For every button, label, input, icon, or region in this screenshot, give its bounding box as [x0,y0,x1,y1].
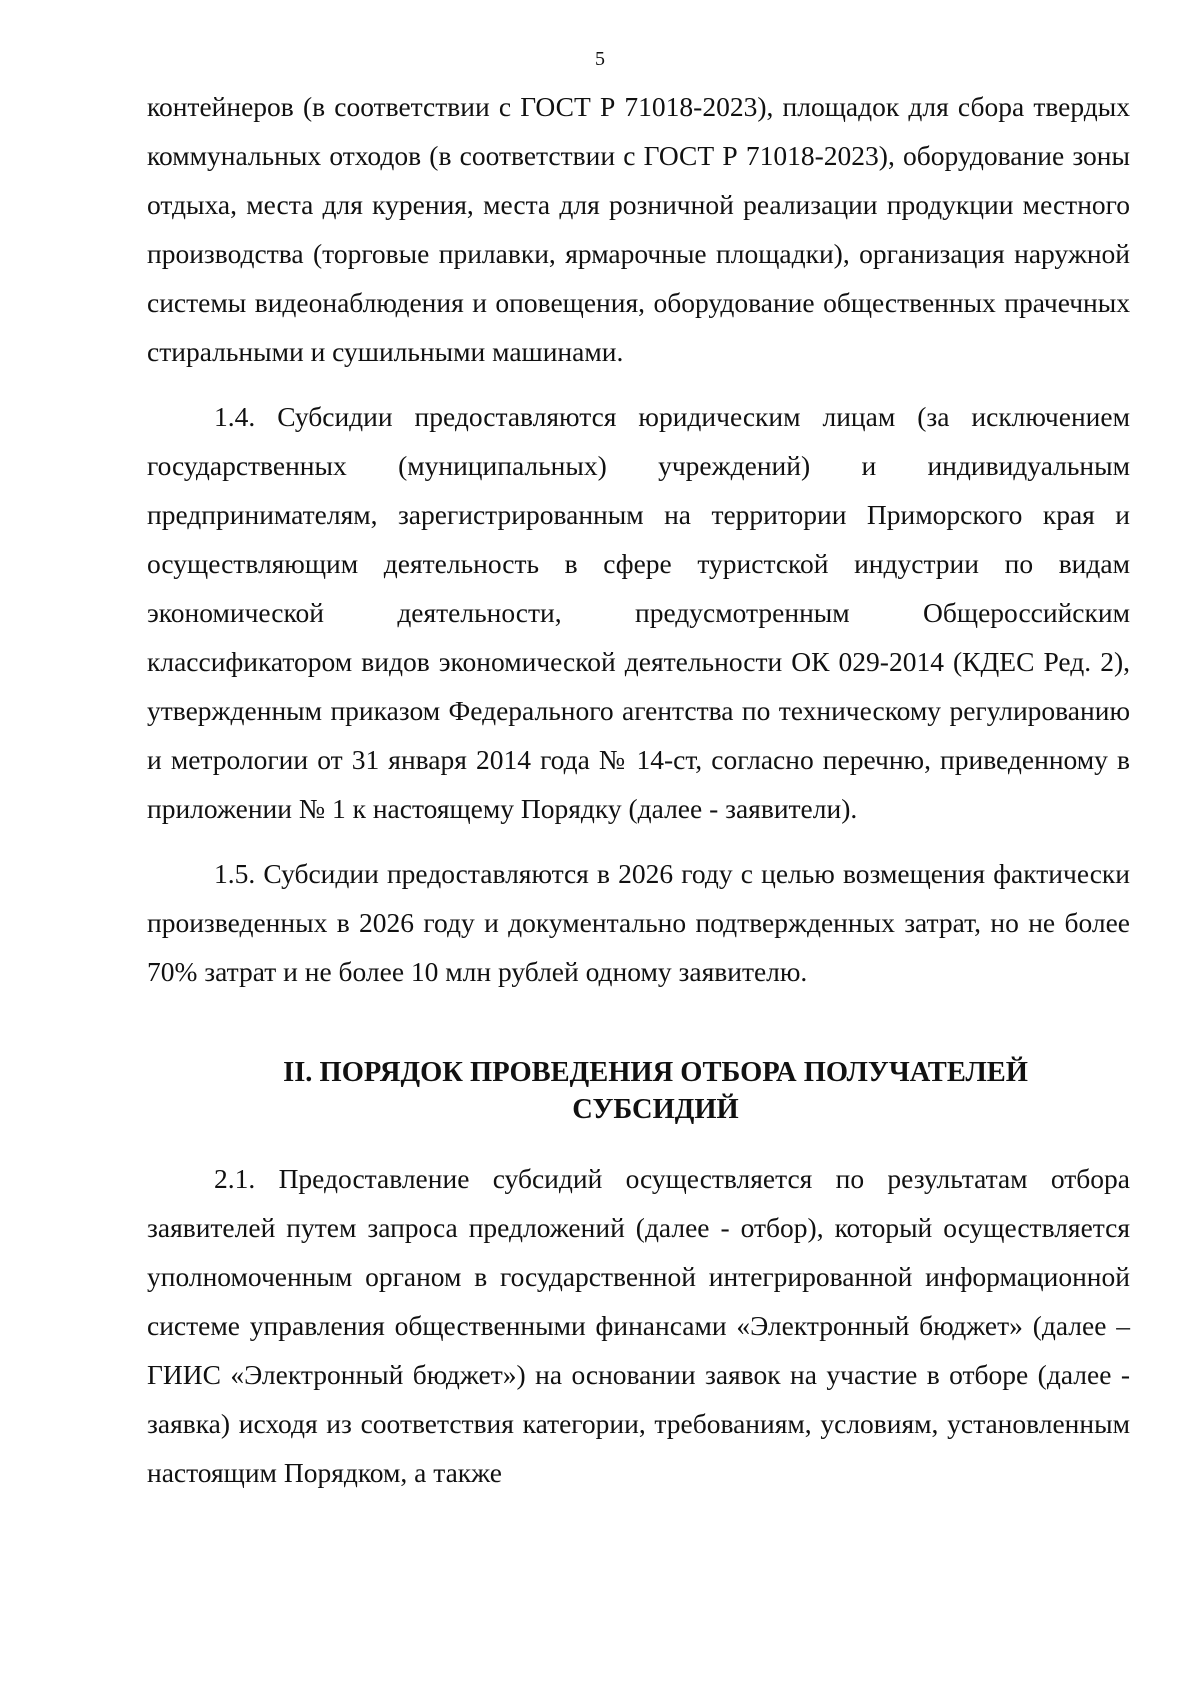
page-number: 5 [595,48,605,70]
section-heading [147,1054,1130,1128]
section-heading-line-1: II. ПОРЯДОК ПРОВЕДЕНИЯ ОТБОРА ПОЛУЧАТЕЛЕЙ [283,1057,1028,1088]
document-body [147,82,1130,1497]
paragraph-continuation: контейнеров (в соответствии с ГОСТ Р 71018-2023), площадок для сбора твердых коммунальных отходов (в соответствии с ГОСТ Р 71018-2023), оборудование зоны отдыха, места для курения, места для розничной реализации продукции местного производства (торговые прилавки, ярмарочные площадки), организация наружной системы видеонаблюдения и оповещения, оборудование общественных прачечных стиральными и сушильными машинами. [147,91,1130,367]
paragraph-gap [147,376,1130,392]
paragraph-1-4: 1.4. Субсидии предоставляются юридическим лицам (за исключением государственных (муниципальных) учреждений) и индивидуальным предпринимателям, зарегистрированным на территории Приморского края и осуществляющим деятельность в сфере туристской индустрии по видам экономической деятельности, предусмотренным Общероссийским классификатором видов экономической деятельности ОК 029-2014 (КДЕС Ред. 2), утвержденным приказом Федерального агентства по техническому регулированию и метрологии от 31 января 2014 года № 14-ст, согласно перечню, приведенному в приложении № 1 к настоящему Порядку (далее - заявители). [147,401,1130,824]
paragraph-1-5: 1.5. Субсидии предоставляются в 2026 году с целью возмещения фактически произведенных в 2026 году и документально подтвержденных затрат, но не более 70% затрат и не более 10 млн рублей одному заявителю. [147,858,1130,987]
section-heading-line-2: СУБСИДИЙ [572,1094,739,1125]
paragraph-gap [147,833,1130,849]
paragraph-2-1: 2.1. Предоставление субсидий осуществляется по результатам отбора заявителей путем запроса предложений (далее - отбор), который осуществляется уполномоченным органом в государственной интегрированной информационной системе управления общественными финансами «Электронный бюджет» (далее – ГИИС «Электронный бюджет») на основании заявок на участие в отборе (далее - заявка) исходя из соответствия категории, требованиям, условиям, установленным настоящим Порядком, а также [147,1163,1130,1488]
